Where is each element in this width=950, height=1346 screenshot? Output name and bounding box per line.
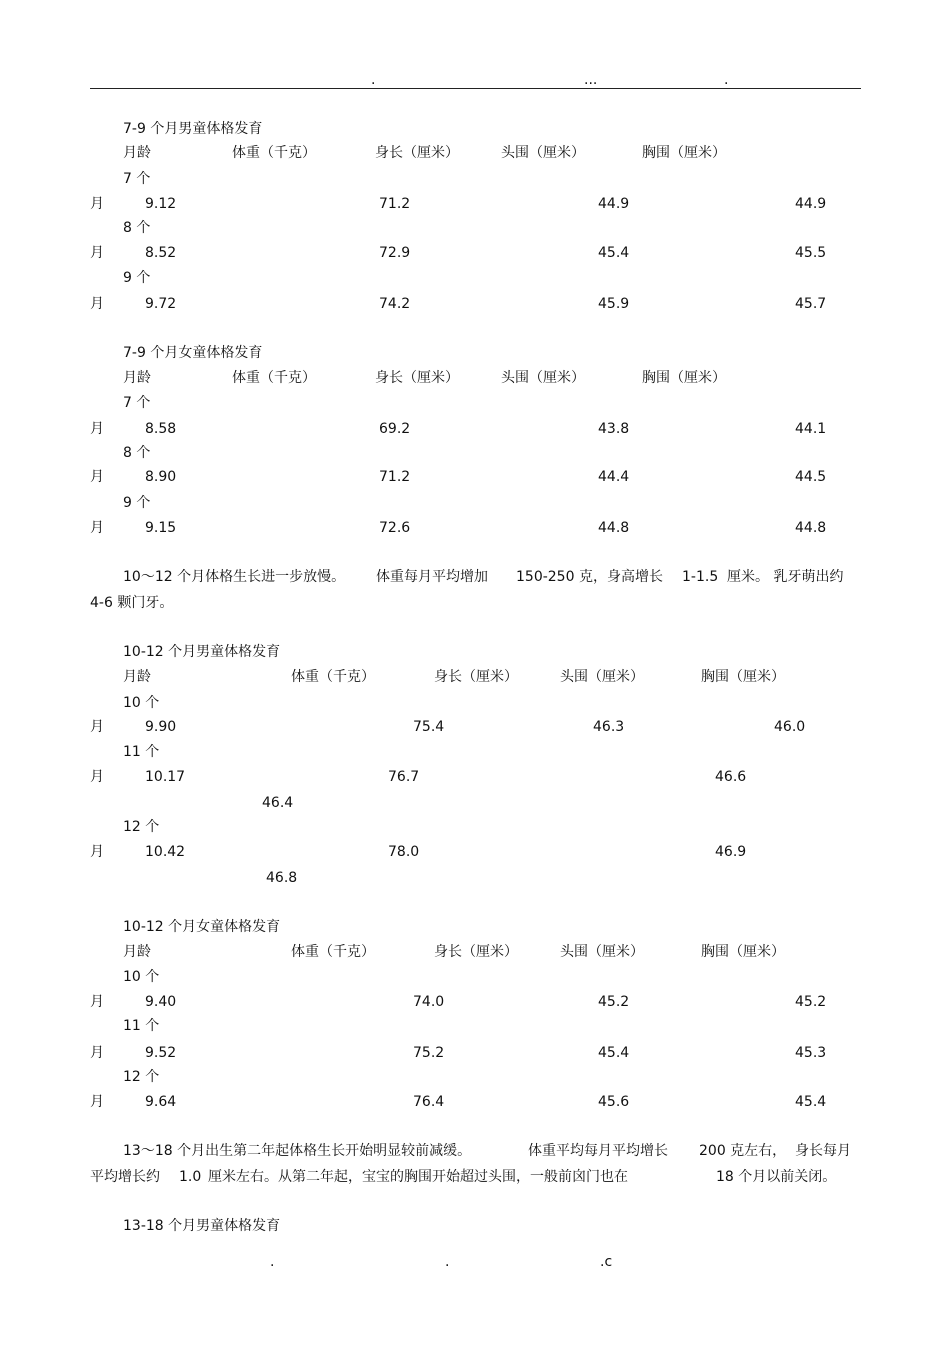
row-length: 75.2 (413, 1045, 445, 1061)
row-age-unit: 月 (90, 1045, 104, 1061)
paragraph-text: 13～18 个月出生第二年起体格生长开始明显较前减缓。 (123, 1143, 472, 1159)
column-header-chest: 胸围（厘米） (701, 944, 785, 960)
column-header-weight: 体重（千克） (291, 944, 375, 960)
row-age-count: 11 个 (123, 1018, 160, 1034)
row-chest: 45.7 (795, 296, 827, 312)
column-header-age: 月龄 (123, 944, 151, 960)
footer-mark-1: . (270, 1254, 275, 1270)
paragraph-text: 体重每月平均增加 (376, 569, 488, 585)
row-length: 78.0 (388, 844, 420, 860)
row-chest: 45.4 (795, 1094, 827, 1110)
row-chest: 46.4 (262, 795, 294, 811)
row-length: 74.2 (379, 296, 411, 312)
row-weight: 9.64 (145, 1094, 177, 1110)
paragraph-text: 厘米左右。从第二年起，宝宝的胸围开始超过头围，一般前囟门也在 (208, 1169, 628, 1185)
column-header-chest: 胸围（厘米） (642, 145, 726, 161)
row-length: 74.0 (413, 994, 445, 1010)
section-title: 7-9 个月女童体格发育 (123, 345, 263, 361)
row-age-count: 10 个 (123, 969, 160, 985)
row-head: 46.6 (715, 769, 747, 785)
column-header-head: 头围（厘米） (501, 370, 585, 386)
paragraph-text: 平均增长约 (90, 1169, 160, 1185)
header-mark-2: ... (584, 72, 598, 88)
row-head: 45.4 (598, 245, 630, 261)
paragraph-text: 身长每月 (795, 1143, 851, 1159)
paragraph-text: 厘米。 乳牙萌出约 (727, 569, 844, 585)
row-age-unit: 月 (90, 296, 104, 312)
row-age-unit: 月 (90, 994, 104, 1010)
row-age-unit: 月 (90, 520, 104, 536)
paragraph-text: 1-1.5 (682, 569, 719, 585)
column-header-age: 月龄 (123, 370, 151, 386)
paragraph-text: 150-250 克，身高增长 (516, 569, 663, 585)
column-header-head: 头围（厘米） (501, 145, 585, 161)
row-age-unit: 月 (90, 469, 104, 485)
row-chest: 45.2 (795, 994, 827, 1010)
row-head: 46.3 (593, 719, 625, 735)
column-header-weight: 体重（千克） (291, 669, 375, 685)
row-age-unit: 月 (90, 1094, 104, 1110)
row-age-unit: 月 (90, 769, 104, 785)
row-age-unit: 月 (90, 245, 104, 261)
row-age-count: 10 个 (123, 695, 160, 711)
column-header-weight: 体重（千克） (232, 370, 316, 386)
row-age-count: 11 个 (123, 744, 160, 760)
row-age-count: 9 个 (123, 495, 151, 511)
footer-mark-2: . (445, 1254, 450, 1270)
row-weight: 9.40 (145, 994, 177, 1010)
row-weight: 9.52 (145, 1045, 177, 1061)
row-chest: 44.9 (795, 196, 827, 212)
row-weight: 8.52 (145, 245, 177, 261)
header-mark-3: . (724, 72, 729, 88)
paragraph-text: 18 个月以前关闭。 (716, 1169, 837, 1185)
row-age-count: 12 个 (123, 1069, 160, 1085)
row-age-count: 12 个 (123, 819, 160, 835)
row-length: 71.2 (379, 469, 411, 485)
column-header-length: 身长（厘米） (375, 145, 459, 161)
column-header-length: 身长（厘米） (375, 370, 459, 386)
row-chest: 45.5 (795, 245, 827, 261)
column-header-chest: 胸围（厘米） (701, 669, 785, 685)
row-age-unit: 月 (90, 844, 104, 860)
row-length: 71.2 (379, 196, 411, 212)
row-chest: 46.0 (774, 719, 806, 735)
row-length: 69.2 (379, 421, 411, 437)
row-chest: 44.8 (795, 520, 827, 536)
row-weight: 10.17 (145, 769, 186, 785)
row-head: 45.2 (598, 994, 630, 1010)
row-chest: 44.5 (795, 469, 827, 485)
column-header-age: 月龄 (123, 145, 151, 161)
column-header-head: 头围（厘米） (560, 669, 644, 685)
row-chest: 44.1 (795, 421, 827, 437)
column-header-length: 身长（厘米） (434, 669, 518, 685)
row-length: 72.9 (379, 245, 411, 261)
row-length: 72.6 (379, 520, 411, 536)
row-chest: 45.3 (795, 1045, 827, 1061)
row-head: 44.8 (598, 520, 630, 536)
column-header-length: 身长（厘米） (434, 944, 518, 960)
row-head: 44.4 (598, 469, 630, 485)
column-header-chest: 胸围（厘米） (642, 370, 726, 386)
column-header-age: 月龄 (123, 669, 151, 685)
section-title: 10-12 个月男童体格发育 (123, 644, 281, 660)
section-title: 10-12 个月女童体格发育 (123, 919, 281, 935)
row-length: 75.4 (413, 719, 445, 735)
row-age-count: 7 个 (123, 395, 151, 411)
paragraph-text: 体重平均每月平均增长 (528, 1143, 668, 1159)
row-head: 43.8 (598, 421, 630, 437)
row-age-count: 7 个 (123, 171, 151, 187)
row-age-count: 9 个 (123, 270, 151, 286)
row-weight: 9.15 (145, 520, 177, 536)
row-head: 45.6 (598, 1094, 630, 1110)
section-title: 7-9 个月男童体格发育 (123, 121, 263, 137)
row-weight: 8.58 (145, 421, 177, 437)
row-age-unit: 月 (90, 196, 104, 212)
row-weight: 9.90 (145, 719, 177, 735)
row-age-count: 8 个 (123, 220, 151, 236)
row-head: 44.9 (598, 196, 630, 212)
row-head: 46.9 (715, 844, 747, 860)
row-head: 45.4 (598, 1045, 630, 1061)
paragraph-text: 200 克左右， (699, 1143, 787, 1159)
paragraph-text: 10～12 个月体格生长进一步放慢。 (123, 569, 346, 585)
row-age-unit: 月 (90, 421, 104, 437)
column-header-head: 头围（厘米） (560, 944, 644, 960)
row-weight: 9.72 (145, 296, 177, 312)
row-head: 45.9 (598, 296, 630, 312)
column-header-weight: 体重（千克） (232, 145, 316, 161)
paragraph-text: 4-6 颗门牙。 (90, 595, 174, 611)
header-rule (90, 88, 861, 89)
section-title: 13-18 个月男童体格发育 (123, 1218, 281, 1234)
footer-mark-3: .c (600, 1254, 613, 1270)
row-age-unit: 月 (90, 719, 104, 735)
row-length: 76.4 (413, 1094, 445, 1110)
paragraph-text: 1.0 (179, 1169, 202, 1185)
row-age-count: 8 个 (123, 445, 151, 461)
row-weight: 8.90 (145, 469, 177, 485)
row-weight: 10.42 (145, 844, 186, 860)
row-weight: 9.12 (145, 196, 177, 212)
row-length: 76.7 (388, 769, 420, 785)
row-chest: 46.8 (266, 870, 298, 886)
header-mark-1: . (371, 72, 376, 88)
